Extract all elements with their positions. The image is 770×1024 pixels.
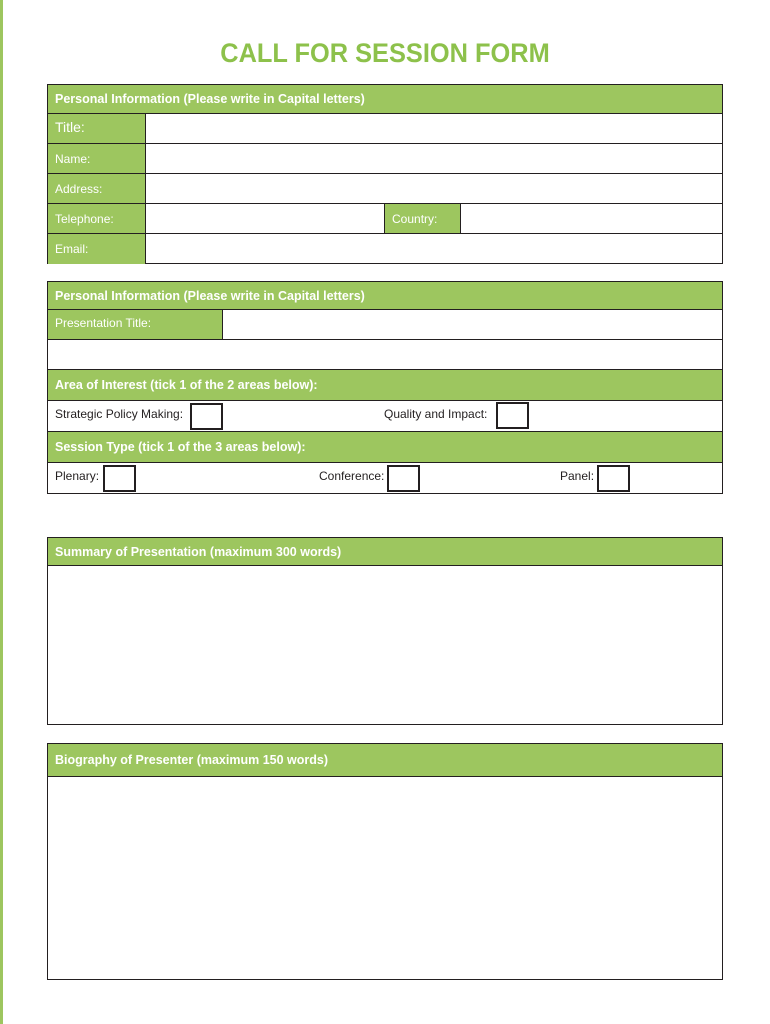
title-label: Title: bbox=[48, 114, 146, 143]
country-label: Country: bbox=[385, 204, 461, 233]
name-row bbox=[48, 144, 722, 174]
presentation-title-continuation[interactable] bbox=[48, 340, 722, 370]
address-field[interactable] bbox=[146, 174, 722, 203]
telephone-field[interactable] bbox=[146, 204, 385, 233]
email-field[interactable] bbox=[146, 234, 722, 264]
personal-info-header: Personal Information (Please write in Capital letters) bbox=[48, 85, 722, 114]
panel-checkbox[interactable] bbox=[597, 465, 630, 492]
address-label: Address: bbox=[48, 174, 146, 203]
session-option-label: Plenary: bbox=[55, 469, 100, 483]
conference-checkbox[interactable] bbox=[387, 465, 420, 492]
address-row bbox=[48, 174, 722, 204]
telephone-label: Telephone: bbox=[48, 204, 146, 233]
strategic-policy-checkbox[interactable] bbox=[190, 403, 223, 430]
presentation-section bbox=[47, 281, 723, 494]
form-title: CALL FOR SESSION FORM bbox=[220, 38, 550, 68]
quality-impact-checkbox[interactable] bbox=[496, 402, 529, 429]
email-label: Email: bbox=[48, 234, 146, 264]
session-type-row bbox=[48, 463, 722, 494]
telephone-row bbox=[48, 204, 722, 234]
presentation-title-row bbox=[48, 310, 722, 340]
summary-text-area[interactable] bbox=[48, 566, 722, 724]
biography-section bbox=[47, 743, 723, 980]
email-row bbox=[48, 234, 722, 264]
area-of-interest-header: Area of Interest (tick 1 of the 2 areas below): bbox=[48, 370, 722, 401]
biography-header: Biography of Presenter (maximum 150 words) bbox=[48, 744, 722, 777]
presentation-title-label: Presentation Title: bbox=[48, 310, 223, 339]
personal-info-section bbox=[47, 84, 723, 264]
title-row bbox=[48, 114, 722, 144]
session-type-header: Session Type (tick 1 of the 3 areas below): bbox=[48, 432, 722, 463]
biography-text-area[interactable] bbox=[48, 777, 722, 979]
session-option-label: Conference: bbox=[319, 469, 385, 483]
summary-section bbox=[47, 537, 723, 725]
presentation-title-field[interactable] bbox=[223, 310, 722, 339]
plenary-checkbox[interactable] bbox=[103, 465, 136, 492]
left-accent-rule bbox=[0, 0, 3, 1024]
area-of-interest-row bbox=[48, 401, 722, 432]
country-field[interactable] bbox=[461, 204, 722, 233]
area-option-label: Strategic Policy Making: bbox=[55, 407, 184, 421]
name-label: Name: bbox=[48, 144, 146, 173]
summary-header: Summary of Presentation (maximum 300 words) bbox=[48, 538, 722, 566]
area-option-label: Quality and Impact: bbox=[384, 407, 488, 421]
presentation-header: Personal Information (Please write in Capital letters) bbox=[48, 282, 722, 310]
session-option-label: Panel: bbox=[560, 469, 595, 483]
name-field[interactable] bbox=[146, 144, 722, 173]
title-field[interactable] bbox=[146, 114, 722, 143]
